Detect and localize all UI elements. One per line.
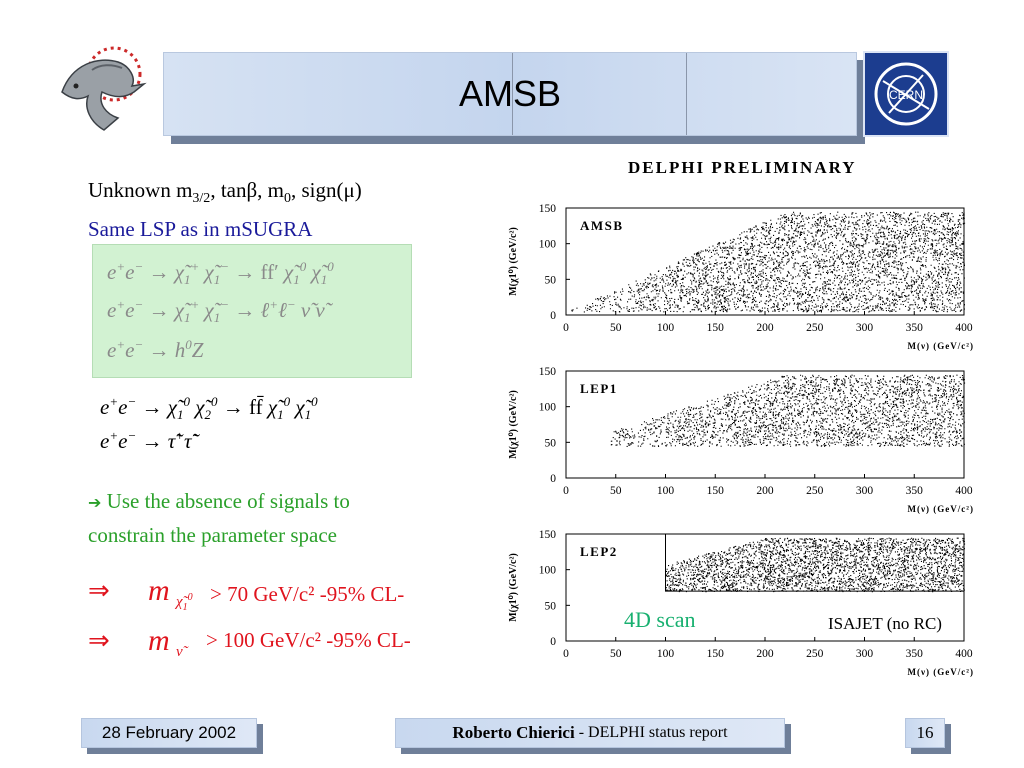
x-tick-label: 0 — [563, 648, 569, 660]
implies-icon: ⇒ — [88, 576, 110, 605]
limit-neutralino — [88, 574, 488, 618]
x-tick-label: 150 — [706, 485, 724, 497]
slide-title: AMSB — [458, 73, 562, 114]
footer-author-box — [395, 718, 785, 748]
y-tick-label: 0 — [550, 636, 556, 648]
equation-chargino-ff: $e^+e^- \to \chĩ_1^+$ $\chĩ_1^- \to ff'$ $\chĩ_1^0$ $\chĩ_1^0$ — [107, 259, 334, 288]
implies-icon: ⇒ — [88, 626, 110, 655]
plot-frame — [566, 208, 964, 315]
cern-logo-icon — [863, 51, 949, 137]
x-tick-label: 300 — [855, 648, 874, 660]
unknown-params-text: Unknown $m_{3/2}$, tanβ, $m_0$, sign(μ) — [88, 178, 362, 207]
panel-title: LEP1 — [580, 381, 618, 396]
y-tick-label: 100 — [538, 238, 556, 251]
page-number: 16 — [916, 723, 934, 742]
y-tick-label: 100 — [538, 401, 556, 414]
equation-higgs: $e^+e^- \to h^0Z$ — [107, 337, 204, 362]
x-tick-label: 100 — [656, 322, 675, 334]
equation-chargino-ll: $e^+e^- \to \chĩ_1^+$ $\chĩ_1^-$ → ℓ+ℓ− ν̃ ν̃ — [107, 297, 325, 326]
svg-text:CERN: CERN — [888, 88, 924, 102]
footer-author: Roberto Chierici — [452, 723, 575, 742]
x-tick-label: 350 — [905, 648, 923, 660]
sneutrino-subscript: ν̃ — [176, 644, 183, 660]
figure-header: DELPHI PRELIMINARY — [628, 158, 857, 177]
x-tick-label: 150 — [706, 648, 724, 660]
y-axis-label: M(χ1⁰) (GeV/c²) — [508, 553, 519, 622]
footer-date: 28 February 2002 — [101, 723, 237, 742]
limit-sneutrino-value: > 100 GeV/c² -95% CL- — [206, 628, 411, 652]
x-axis-label: M(ν) (GeV/c²) — [907, 341, 974, 351]
equation-box — [92, 244, 412, 378]
limit-neutralino-value: > 70 GeV/c² -95% CL- — [210, 582, 405, 606]
y-tick-label: 50 — [544, 274, 556, 287]
limit-sneutrino — [88, 624, 488, 668]
y-tick-label: 150 — [538, 203, 556, 215]
x-tick-label: 50 — [610, 485, 622, 497]
x-tick-label: 0 — [563, 322, 569, 334]
x-tick-label: 150 — [706, 322, 724, 334]
panel-title: LEP2 — [580, 544, 618, 559]
strategy-line-1 — [88, 488, 350, 517]
arrow-right-icon: ➔ — [88, 495, 102, 512]
y-tick-label: 50 — [544, 600, 556, 613]
dolphin-logo-icon — [52, 34, 162, 136]
x-tick-label: 200 — [756, 485, 774, 497]
y-tick-label: 150 — [538, 366, 556, 378]
limit-symbol: m — [148, 574, 170, 607]
plot-frame — [566, 371, 964, 478]
unknown-params — [88, 177, 362, 212]
lsp-note: Same LSP as in mSUGRA — [88, 217, 313, 241]
generator-label: ISAJET (no RC) — [828, 614, 942, 633]
x-tick-label: 300 — [855, 322, 874, 334]
x-tick-label: 300 — [855, 485, 874, 497]
x-tick-label: 0 — [563, 485, 569, 497]
x-tick-label: 100 — [656, 485, 675, 497]
equation-stau: e+e− → τ̃+τ̃− — [100, 428, 201, 453]
x-tick-label: 250 — [806, 648, 824, 660]
y-tick-label: 100 — [538, 564, 556, 577]
y-axis-label: M(χ1⁰) (GeV/c²) — [508, 390, 519, 459]
strategy-text-2: constrain the parameter space — [88, 523, 337, 547]
footer-date-box — [81, 718, 257, 748]
neutralino-subscript: $\chĩ_1^0$ — [176, 592, 193, 613]
y-tick-label: 50 — [544, 437, 556, 450]
limit-symbol: m — [148, 624, 170, 657]
strategy-text-1: Use the absence of signals to — [106, 489, 350, 513]
x-axis-label: M(ν) (GeV/c²) — [907, 504, 974, 514]
equation-neutralino: $e^+e^- \to \chĩ_1^0$ $\chĩ_2^0$ → ff̄ $\chĩ_1^0$ $\chĩ_1^0$ — [100, 394, 318, 423]
x-tick-label: 350 — [905, 485, 923, 497]
panel-title: AMSB — [580, 218, 624, 233]
y-tick-label: 0 — [550, 310, 556, 322]
x-tick-label: 250 — [806, 485, 824, 497]
x-tick-label: 350 — [905, 322, 923, 334]
y-tick-label: 150 — [538, 529, 556, 541]
footer-page-box — [905, 718, 945, 748]
x-tick-label: 200 — [756, 648, 774, 660]
x-tick-label: 200 — [756, 322, 774, 334]
y-tick-label: 0 — [550, 473, 556, 485]
x-tick-label: 250 — [806, 322, 824, 334]
x-axis-label: M(ν) (GeV/c²) — [907, 667, 974, 677]
scan-label: 4D scan — [624, 607, 696, 632]
x-tick-label: 50 — [610, 648, 622, 660]
x-tick-label: 400 — [955, 322, 973, 334]
x-tick-label: 100 — [656, 648, 675, 660]
x-tick-label: 400 — [955, 485, 973, 497]
title-bar — [163, 52, 857, 136]
x-tick-label: 400 — [955, 648, 973, 660]
y-axis-label: M(χ1⁰) (GeV/c²) — [508, 227, 519, 296]
x-tick-label: 50 — [610, 322, 622, 334]
footer-report: - DELPHI status report — [574, 724, 728, 741]
